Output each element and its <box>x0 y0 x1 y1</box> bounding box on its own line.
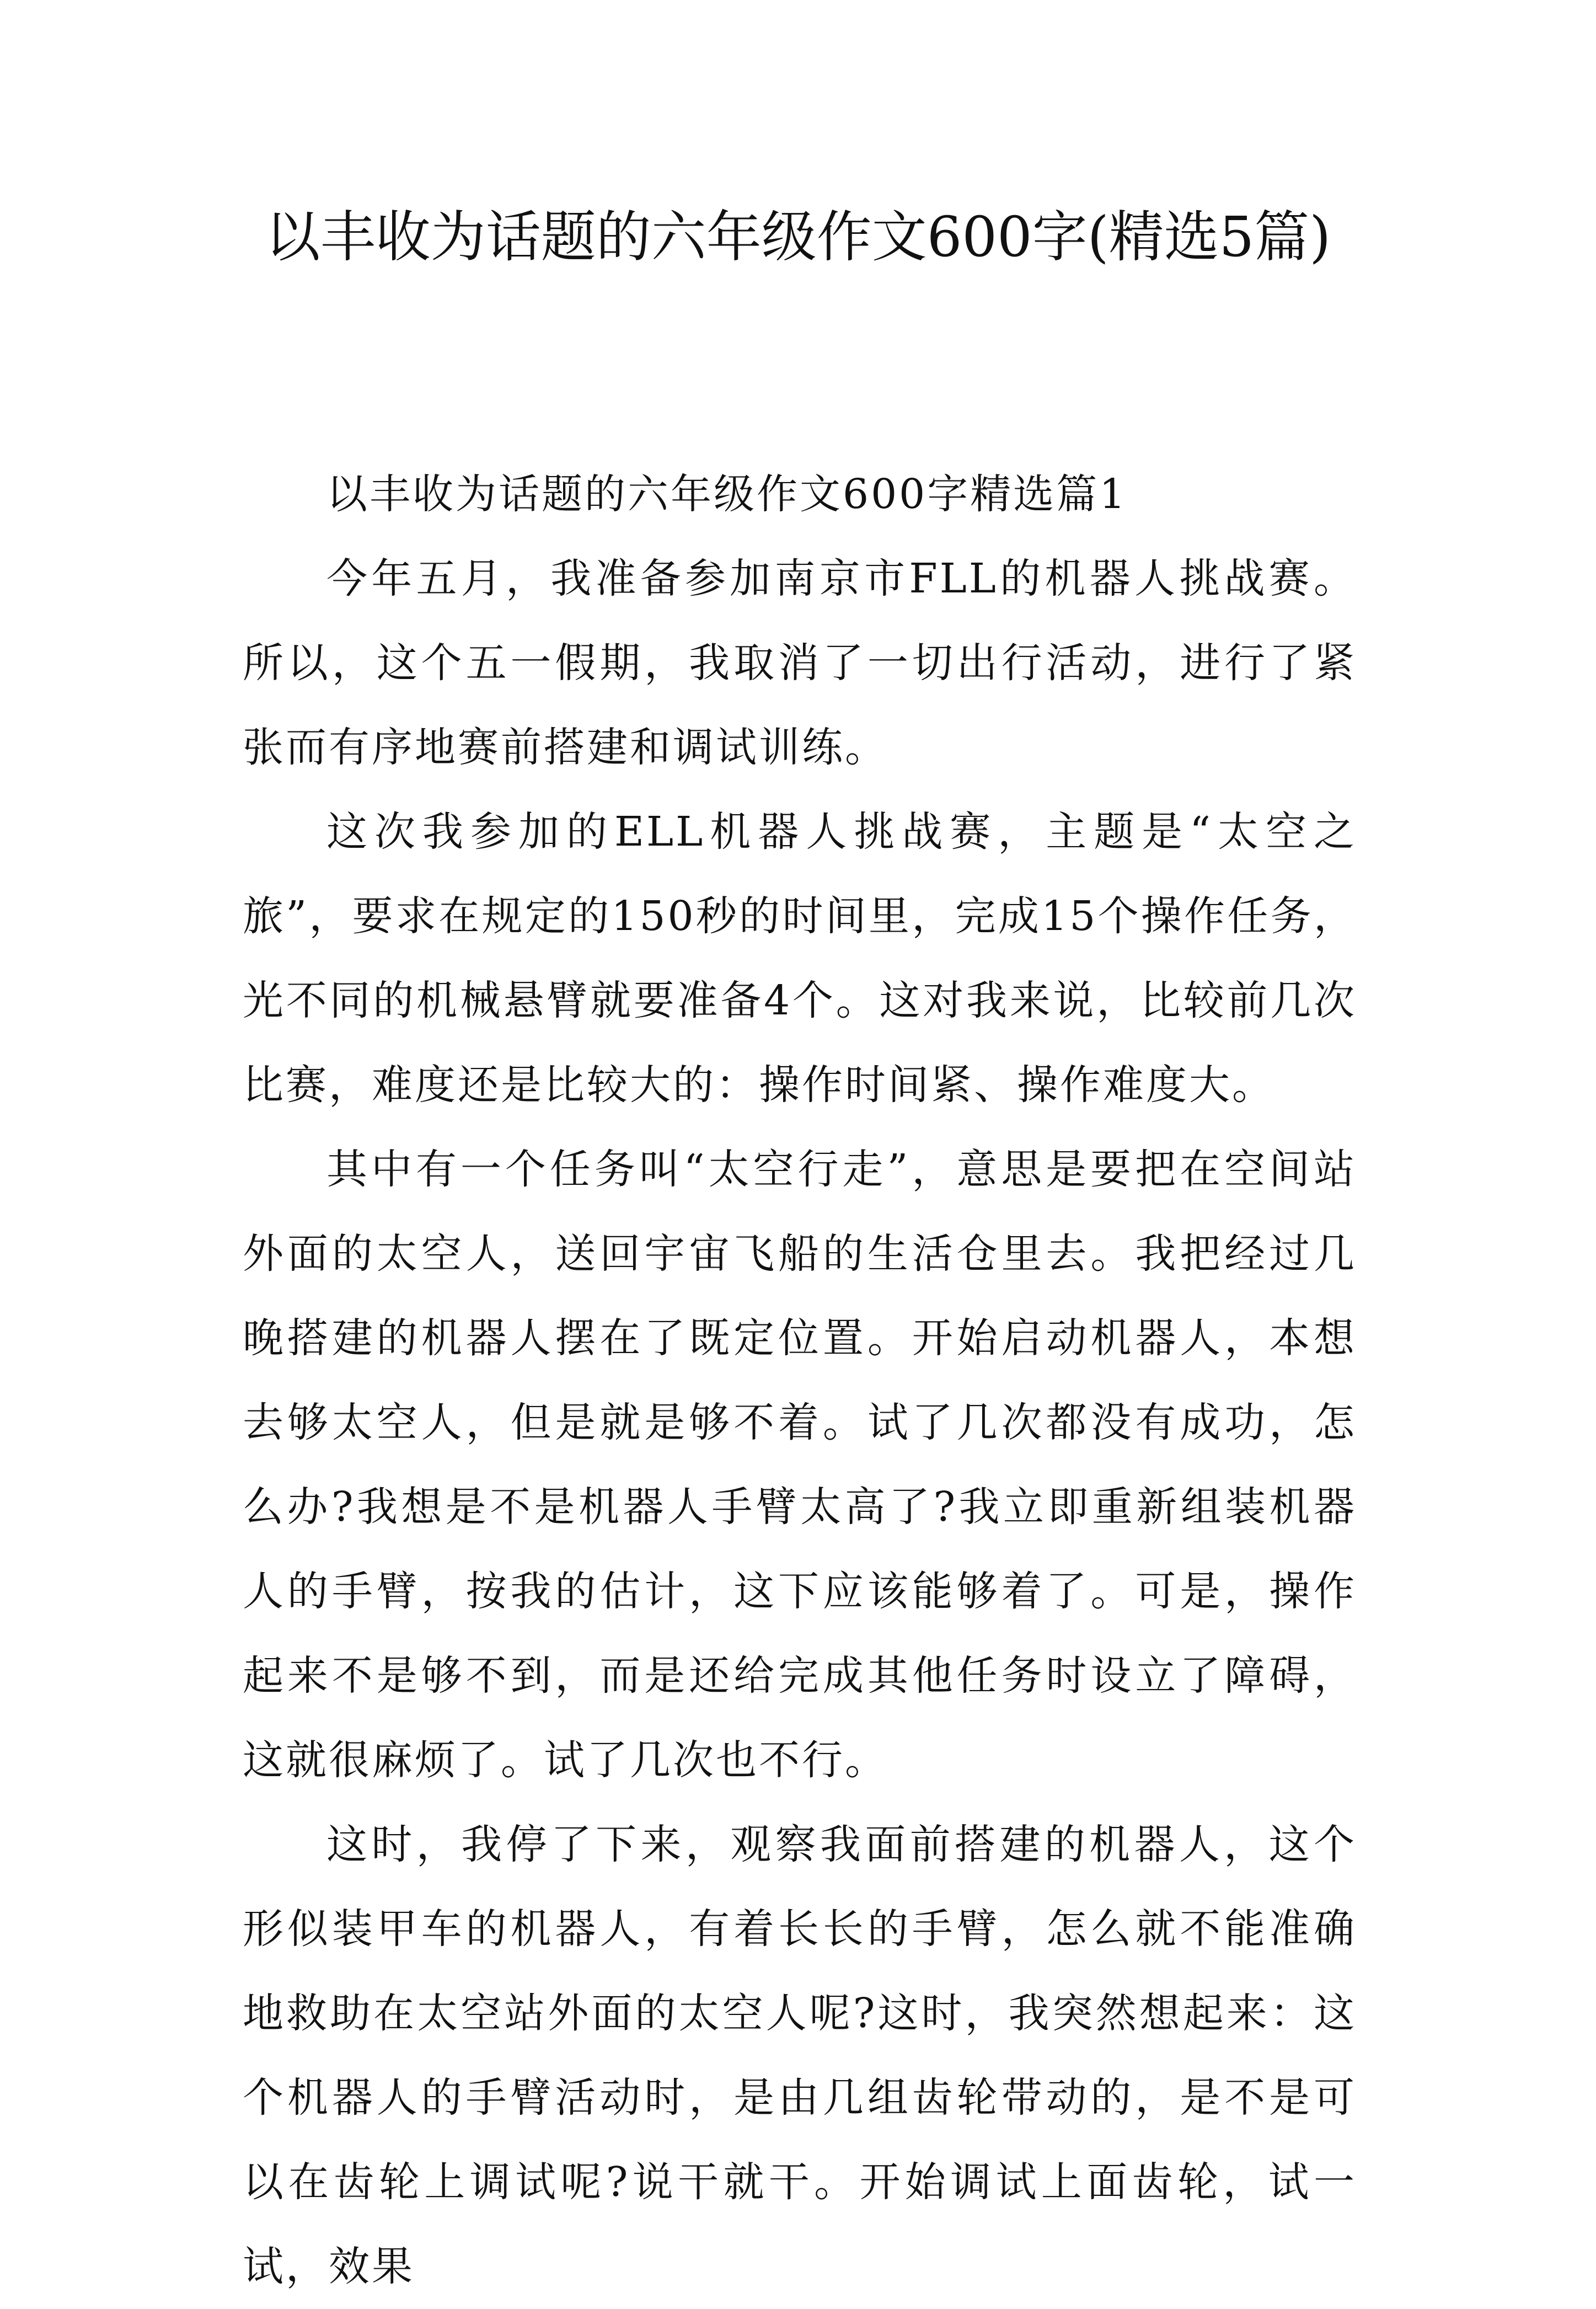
paragraph: 今年五月，我准备参加南京市FLL的机器人挑战赛。所以，这个五一假期，我取消了一切出行活动，进行了紧张而有序地赛前搭建和调试训练。 <box>243 555 1357 771</box>
section-heading: 以丰收为话题的六年级作文600字精选篇1 <box>326 471 1128 518</box>
paragraph: 其中有一个任务叫“太空行走”，意思是要把在空间站外面的太空人，送回宇宙飞船的生活仓里去。我把经过几晚搭建的机器人摆在了既定位置。开始启动机器人，本想去够太空人，但是就是够不着。试了几次都没有成功，怎么办?我想是不是机器人手臂太高了?我立即重新组装机器人的手臂，按我的估计，这下应该能够着了。可是，操作起来不是够不到，而是还给完成其他任务时设立了障碍，这就很麻烦了。试了几次也不行。 <box>243 1146 1357 1784</box>
document-body <box>243 452 1357 2309</box>
document-title: 以丰收为话题的六年级作文600字(精选5篇) <box>265 205 1331 269</box>
paragraph: 这时，我停了下来，观察我面前搭建的机器人，这个形似装甲车的机器人，有着长长的手臂，怎么就不能准确地救助在太空站外面的太空人呢?这时，我突然想起来：这个机器人的手臂活动时，是由几组齿轮带动的，是不是可以在齿轮上调试呢?说干就干。开始调试上面齿轮，试一试，效果 <box>243 1821 1357 2290</box>
paragraph: 这次我参加的ELL机器人挑战赛，主题是“太空之旅”，要求在规定的150秒的时间里，完成15个操作任务，光不同的机械悬臂就要准备4个。这对我来说，比较前几次比赛，难度还是比较大的：操作时间紧、操作难度大。 <box>243 808 1357 1109</box>
